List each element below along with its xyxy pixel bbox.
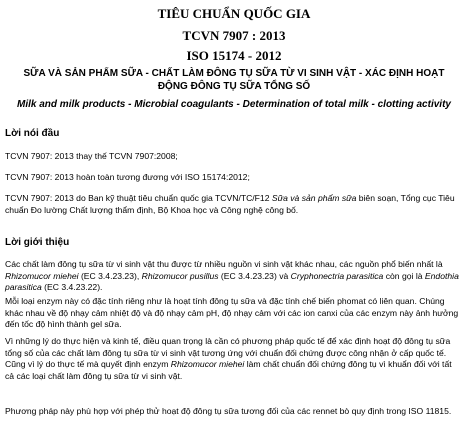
standard-code: TCVN 7907 : 2013 [182, 28, 286, 43]
foreword-heading: Lời nói đầu [5, 128, 60, 139]
introduction-paragraph-4: Phương pháp này phù hợp với phép thử hoạt độ đông tụ sữa tương đối của các rennet bò quy định trong ISO 11815. [5, 406, 452, 416]
foreword-paragraph-3: TCVN 7907: 2013 do Ban kỹ thuật tiêu chuẩn quốc gia TCVN/TC/F12 Sữa và sản phẩm sữa biên soạn, Tổng cục Tiêu chuẩn Đo lường Chất lượng thẩm định, Bộ Khoa học và Công nghệ công bố. [5, 193, 455, 215]
vietnamese-title: SỮA VÀ SẢN PHẨM SỮA - CHẤT LÀM ĐÔNG TỤ SỮA TỪ VI SINH VẬT - XÁC ĐỊNH HOẠT ĐỘNG ĐÔNG TỤ SỮA TỔNG SỐ [23, 68, 445, 92]
introduction-paragraph-2: Mỗi loại enzym này có đặc tính riêng như là hoạt tính đông tụ sữa và đặc tính chế biến phomat có liên quan. Chúng khác nhau về độ nhạy cảm nhiệt độ và độ nhạy cảm pH, độ nhạy cảm với các ion canxi của các enzym này ảnh hưởng đến tốc độ hình thành gel sữa. [5, 296, 459, 329]
english-title: Milk and milk products - Microbial coagulants - Determination of total milk - clotting activity [17, 99, 451, 110]
introduction-paragraph-3: Vì những lý do thực hiện và kinh tế, điều quan trọng là cần có phương pháp quốc tế để xác định hoạt độ đông tụ sữa tổng số của các chất làm đông tụ sữa từ vi sinh vật tương ứng với chuẩn đối chứng được công nhận ở cấp quốc tế. Cũng vì lý do thực tế mà quyết định enzym Rhizomucor miehei làm chất chuẩn đối chứng đông tụ vì khuẩn đối với tất cả các loại chất làm đông tụ sữa từ vi sinh vật. [5, 336, 452, 381]
iso-code: ISO 15174 - 2012 [186, 48, 282, 63]
foreword-paragraph-2: TCVN 7907: 2013 hoàn toàn tương đương với ISO 15174:2012; [5, 172, 250, 182]
standard-name: TIÊU CHUẨN QUỐC GIA [157, 6, 311, 21]
foreword-paragraph-1: TCVN 7907: 2013 thay thế TCVN 7907:2008; [5, 151, 178, 161]
introduction-paragraph-1: Các chất làm đông tụ sữa từ vi sinh vật thu được từ nhiều nguồn vi sinh vật khác nhau, các nguồn phổ biến nhất là Rhizomucor miehei (EC 3.4.23.23), Rhizomucor pusillus (EC 3.4.23.23) và Cryphonectria parasitica còn gọi là Endothia parasitica (EC 3.4.23.22). [5, 259, 459, 292]
introduction-heading: Lời giới thiệu [5, 237, 70, 248]
